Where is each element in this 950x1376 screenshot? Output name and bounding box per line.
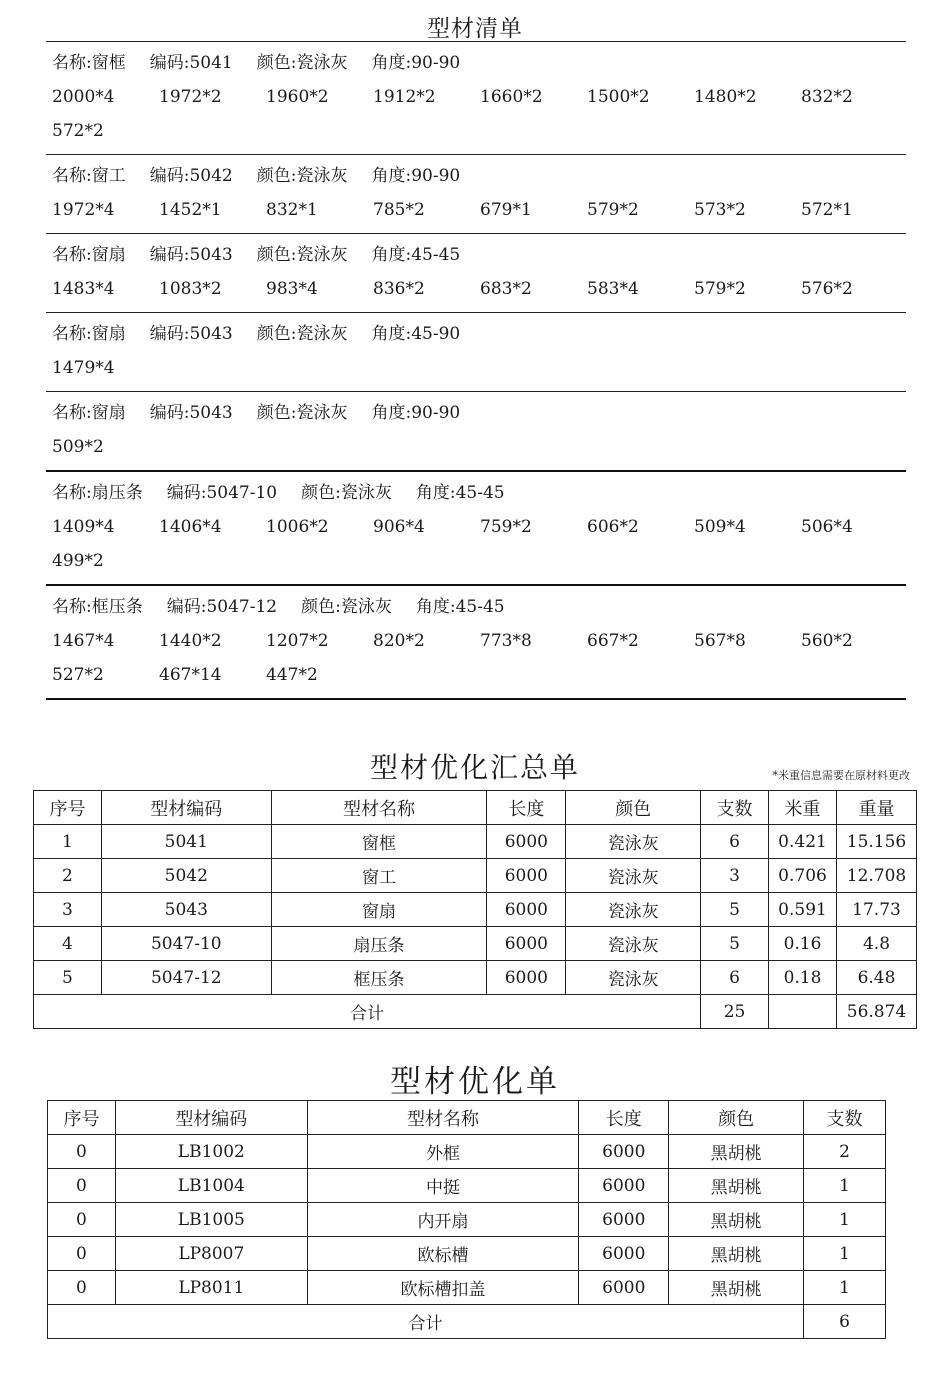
summary-header-cell: 长度 xyxy=(487,791,566,825)
profile-length-item: 667*2 xyxy=(587,631,639,651)
optimization-cell: 黑胡桃 xyxy=(669,1271,804,1305)
profile-length-item: 579*2 xyxy=(694,279,746,299)
profile-length-item: 506*4 xyxy=(801,517,853,537)
optimization-cell: 黑胡桃 xyxy=(669,1203,804,1237)
summary-cell: 5043 xyxy=(101,893,271,927)
profile-length-item: 1972*4 xyxy=(52,200,115,220)
profile-info-field: 角度:45-45 xyxy=(415,597,505,617)
summary-cell: 5041 xyxy=(101,825,271,859)
profile-length-item: 1479*4 xyxy=(52,358,115,378)
summary-cell: 5047-10 xyxy=(101,927,271,961)
summary-cell: 4.8 xyxy=(836,927,916,961)
summary-total-label: 合计 xyxy=(34,995,701,1029)
optimization-cell: 黑胡桃 xyxy=(669,1169,804,1203)
profile-length-item: 773*8 xyxy=(480,631,532,651)
optimization-cell: 0 xyxy=(48,1203,116,1237)
profile-info-field: 编码:5047-10 xyxy=(166,483,278,503)
profile-length-item: 983*4 xyxy=(266,279,318,299)
profile-length-item: 1207*2 xyxy=(266,631,329,651)
summary-cell: 3 xyxy=(34,893,102,927)
optimization-cell: 外框 xyxy=(307,1135,579,1169)
profile-group xyxy=(46,472,906,586)
profile-info-field: 名称:窗工 xyxy=(52,166,126,186)
summary-cell: 3 xyxy=(701,859,769,893)
optimization-header-cell: 长度 xyxy=(579,1101,669,1135)
profile-info-field: 名称:扇压条 xyxy=(52,483,143,503)
profile-length-item: 785*2 xyxy=(373,200,425,220)
summary-header-cell: 重量 xyxy=(836,791,916,825)
summary-cell: 扇压条 xyxy=(271,927,487,961)
profile-group-info xyxy=(46,590,906,624)
table-row xyxy=(34,927,917,961)
optimization-header-cell: 颜色 xyxy=(669,1101,804,1135)
optimization-cell: 6000 xyxy=(579,1203,669,1237)
profile-info-field: 角度:45-45 xyxy=(415,483,505,503)
summary-cell: 6 xyxy=(701,825,769,859)
summary-cell: 17.73 xyxy=(836,893,916,927)
table-row xyxy=(34,859,917,893)
profile-length-item: 509*2 xyxy=(52,437,104,457)
profile-info-field: 编码:5043 xyxy=(149,403,233,423)
profile-info-field: 名称:框压条 xyxy=(52,597,143,617)
summary-cell: 0.16 xyxy=(769,927,837,961)
summary-cell: 6000 xyxy=(487,961,566,995)
profile-length-item: 573*2 xyxy=(694,200,746,220)
summary-cell: 5 xyxy=(701,927,769,961)
profile-length-item: 1480*2 xyxy=(694,87,757,107)
optimization-cell: 1 xyxy=(804,1169,886,1203)
profile-length-item: 836*2 xyxy=(373,279,425,299)
optimization-cell: 6000 xyxy=(579,1169,669,1203)
profile-length-item: 1409*4 xyxy=(52,517,115,537)
profile-length-item: 583*4 xyxy=(587,279,639,299)
profile-group-info xyxy=(46,396,906,430)
profile-length-item: 606*2 xyxy=(587,517,639,537)
table-row xyxy=(48,1271,886,1305)
summary-cell: 窗工 xyxy=(271,859,487,893)
profile-length-item: 1960*2 xyxy=(266,87,329,107)
summary-header-cell: 型材编码 xyxy=(101,791,271,825)
optimization-cell: LP8007 xyxy=(115,1237,307,1271)
summary-cell: 6000 xyxy=(487,859,566,893)
profile-length-item: 509*4 xyxy=(694,517,746,537)
optimization-cell: LP8011 xyxy=(115,1271,307,1305)
optimization-title: 型材优化单 xyxy=(390,1064,560,1100)
optimization-header-cell: 序号 xyxy=(48,1101,116,1135)
summary-header-cell: 颜色 xyxy=(566,791,701,825)
summary-cell: 瓷泳灰 xyxy=(566,825,701,859)
profile-length-item: 447*2 xyxy=(266,665,318,685)
table-row xyxy=(48,1169,886,1203)
summary-total-weight: 56.874 xyxy=(836,995,916,1029)
optimization-cell: 0 xyxy=(48,1237,116,1271)
profile-info-field: 角度:90-90 xyxy=(371,53,461,73)
profile-info-field: 角度:45-90 xyxy=(371,324,461,344)
profile-list xyxy=(46,42,906,700)
summary-cell: 6000 xyxy=(487,825,566,859)
profile-length-item: 1440*2 xyxy=(159,631,222,651)
optimization-cell: 中挺 xyxy=(307,1169,579,1203)
optimization-cell: 6000 xyxy=(579,1271,669,1305)
profile-length-row xyxy=(46,624,906,658)
profile-info-field: 颜色:瓷泳灰 xyxy=(256,166,348,186)
profile-group xyxy=(46,392,906,472)
optimization-header-cell: 型材名称 xyxy=(307,1101,579,1135)
profile-length-item: 572*2 xyxy=(52,121,104,141)
profile-length-item: 527*2 xyxy=(52,665,104,685)
summary-cell: 5 xyxy=(701,893,769,927)
optimization-cell: 欧标槽 xyxy=(307,1237,579,1271)
profile-length-item: 1660*2 xyxy=(480,87,543,107)
profile-length-item: 1972*2 xyxy=(159,87,222,107)
profile-info-field: 编码:5041 xyxy=(149,53,233,73)
profile-list-title: 型材清单 xyxy=(427,16,523,42)
profile-info-field: 颜色:瓷泳灰 xyxy=(256,53,348,73)
optimization-header-cell: 支数 xyxy=(804,1101,886,1135)
profile-length-item: 1483*4 xyxy=(52,279,115,299)
optimization-cell: 6000 xyxy=(579,1135,669,1169)
profile-length-row xyxy=(46,193,906,227)
profile-length-item: 1912*2 xyxy=(373,87,436,107)
table-row xyxy=(48,1203,886,1237)
table-row xyxy=(34,825,917,859)
summary-total-blank xyxy=(769,995,837,1029)
profile-info-field: 名称:窗扇 xyxy=(52,324,126,344)
profile-length-item: 567*8 xyxy=(694,631,746,651)
table-row xyxy=(48,1237,886,1271)
profile-length-row xyxy=(46,351,906,385)
profile-info-field: 颜色:瓷泳灰 xyxy=(256,324,348,344)
profile-group xyxy=(46,586,906,700)
optimization-cell: 1 xyxy=(804,1271,886,1305)
profile-length-row xyxy=(46,510,906,544)
optimization-total-label: 合计 xyxy=(48,1305,804,1339)
profile-length-row xyxy=(46,658,906,692)
table-row xyxy=(34,961,917,995)
table-row xyxy=(34,893,917,927)
summary-note: *米重信息需要在原材料更改 xyxy=(772,769,910,782)
summary-cell: 瓷泳灰 xyxy=(566,859,701,893)
optimization-cell: LB1005 xyxy=(115,1203,307,1237)
summary-cell: 6.48 xyxy=(836,961,916,995)
summary-cell: 瓷泳灰 xyxy=(566,927,701,961)
summary-cell: 瓷泳灰 xyxy=(566,893,701,927)
optimization-cell: 2 xyxy=(804,1135,886,1169)
optimization-cell: 6000 xyxy=(579,1237,669,1271)
profile-length-item: 1083*2 xyxy=(159,279,222,299)
profile-group xyxy=(46,155,906,234)
optimization-cell: 1 xyxy=(804,1237,886,1271)
profile-info-field: 颜色:瓷泳灰 xyxy=(301,597,392,617)
summary-table xyxy=(33,790,917,1029)
summary-header-cell: 型材名称 xyxy=(271,791,487,825)
profile-group-info xyxy=(46,159,906,193)
profile-length-item: 1406*4 xyxy=(159,517,222,537)
profile-info-field: 名称:窗扇 xyxy=(52,245,126,265)
summary-cell: 5047-12 xyxy=(101,961,271,995)
profile-group-info xyxy=(46,46,906,80)
profile-length-item: 1467*4 xyxy=(52,631,115,651)
summary-cell: 0.591 xyxy=(769,893,837,927)
summary-cell: 0.18 xyxy=(769,961,837,995)
optimization-cell: 1 xyxy=(804,1203,886,1237)
profile-group-info xyxy=(46,238,906,272)
profile-group-info xyxy=(46,317,906,351)
summary-cell: 0.706 xyxy=(769,859,837,893)
summary-cell: 15.156 xyxy=(836,825,916,859)
summary-cell: 6000 xyxy=(487,893,566,927)
profile-info-field: 编码:5042 xyxy=(149,166,233,186)
summary-cell: 瓷泳灰 xyxy=(566,961,701,995)
profile-info-field: 颜色:瓷泳灰 xyxy=(301,483,392,503)
summary-cell: 2 xyxy=(34,859,102,893)
optimization-cell: 内开扇 xyxy=(307,1203,579,1237)
profile-length-item: 1452*1 xyxy=(159,200,222,220)
summary-cell: 6000 xyxy=(487,927,566,961)
optimization-cell: 0 xyxy=(48,1169,116,1203)
profile-length-item: 832*1 xyxy=(266,200,318,220)
profile-length-item: 572*1 xyxy=(801,200,853,220)
optimization-total-count: 6 xyxy=(804,1305,886,1339)
profile-length-item: 499*2 xyxy=(52,551,104,571)
summary-cell: 1 xyxy=(34,825,102,859)
optimization-cell: 0 xyxy=(48,1271,116,1305)
summary-header-cell: 支数 xyxy=(701,791,769,825)
profile-length-item: 576*2 xyxy=(801,279,853,299)
optimization-cell: 欧标槽扣盖 xyxy=(307,1271,579,1305)
profile-info-field: 角度:90-90 xyxy=(371,403,461,423)
profile-length-row xyxy=(46,430,906,464)
profile-info-field: 角度:90-90 xyxy=(371,166,461,186)
profile-length-row xyxy=(46,272,906,306)
profile-info-field: 编码:5043 xyxy=(149,324,233,344)
summary-cell: 4 xyxy=(34,927,102,961)
optimization-total-row xyxy=(48,1305,886,1339)
summary-total-row xyxy=(34,995,917,1029)
profile-info-field: 编码:5047-12 xyxy=(166,597,278,617)
profile-length-item: 683*2 xyxy=(480,279,532,299)
summary-cell: 6 xyxy=(701,961,769,995)
table-row xyxy=(48,1135,886,1169)
profile-length-item: 560*2 xyxy=(801,631,853,651)
profile-group xyxy=(46,234,906,313)
profile-group xyxy=(46,42,906,155)
optimization-cell: 黑胡桃 xyxy=(669,1135,804,1169)
profile-length-item: 759*2 xyxy=(480,517,532,537)
profile-length-item: 579*2 xyxy=(587,200,639,220)
optimization-table xyxy=(47,1100,886,1339)
summary-header-cell: 米重 xyxy=(769,791,837,825)
profile-info-field: 编码:5043 xyxy=(149,245,233,265)
profile-length-item: 832*2 xyxy=(801,87,853,107)
optimization-header-cell: 型材编码 xyxy=(115,1101,307,1135)
profile-info-field: 角度:45-45 xyxy=(371,245,461,265)
profile-group xyxy=(46,313,906,392)
optimization-cell: 黑胡桃 xyxy=(669,1237,804,1271)
summary-cell: 窗框 xyxy=(271,825,487,859)
profile-length-item: 906*4 xyxy=(373,517,425,537)
profile-info-field: 颜色:瓷泳灰 xyxy=(256,245,348,265)
profile-group-info xyxy=(46,476,906,510)
profile-info-field: 名称:窗框 xyxy=(52,53,126,73)
profile-length-row xyxy=(46,114,906,148)
profile-length-item: 2000*4 xyxy=(52,87,115,107)
summary-total-count: 25 xyxy=(701,995,769,1029)
summary-title: 型材优化汇总单 xyxy=(369,751,580,784)
profile-info-field: 颜色:瓷泳灰 xyxy=(256,403,348,423)
profile-length-item: 467*14 xyxy=(159,665,222,685)
profile-length-row xyxy=(46,80,906,114)
summary-header-row xyxy=(34,791,917,825)
profile-info-field: 名称:窗扇 xyxy=(52,403,126,423)
summary-cell: 0.421 xyxy=(769,825,837,859)
summary-cell: 5042 xyxy=(101,859,271,893)
profile-length-item: 1500*2 xyxy=(587,87,650,107)
summary-header-cell: 序号 xyxy=(34,791,102,825)
optimization-cell: LB1002 xyxy=(115,1135,307,1169)
optimization-cell: 0 xyxy=(48,1135,116,1169)
profile-length-item: 820*2 xyxy=(373,631,425,651)
summary-cell: 5 xyxy=(34,961,102,995)
profile-length-item: 1006*2 xyxy=(266,517,329,537)
optimization-header-row xyxy=(48,1101,886,1135)
profile-length-row xyxy=(46,544,906,578)
summary-cell: 窗扇 xyxy=(271,893,487,927)
summary-cell: 框压条 xyxy=(271,961,487,995)
summary-cell: 12.708 xyxy=(836,859,916,893)
optimization-cell: LB1004 xyxy=(115,1169,307,1203)
profile-length-item: 679*1 xyxy=(480,200,532,220)
